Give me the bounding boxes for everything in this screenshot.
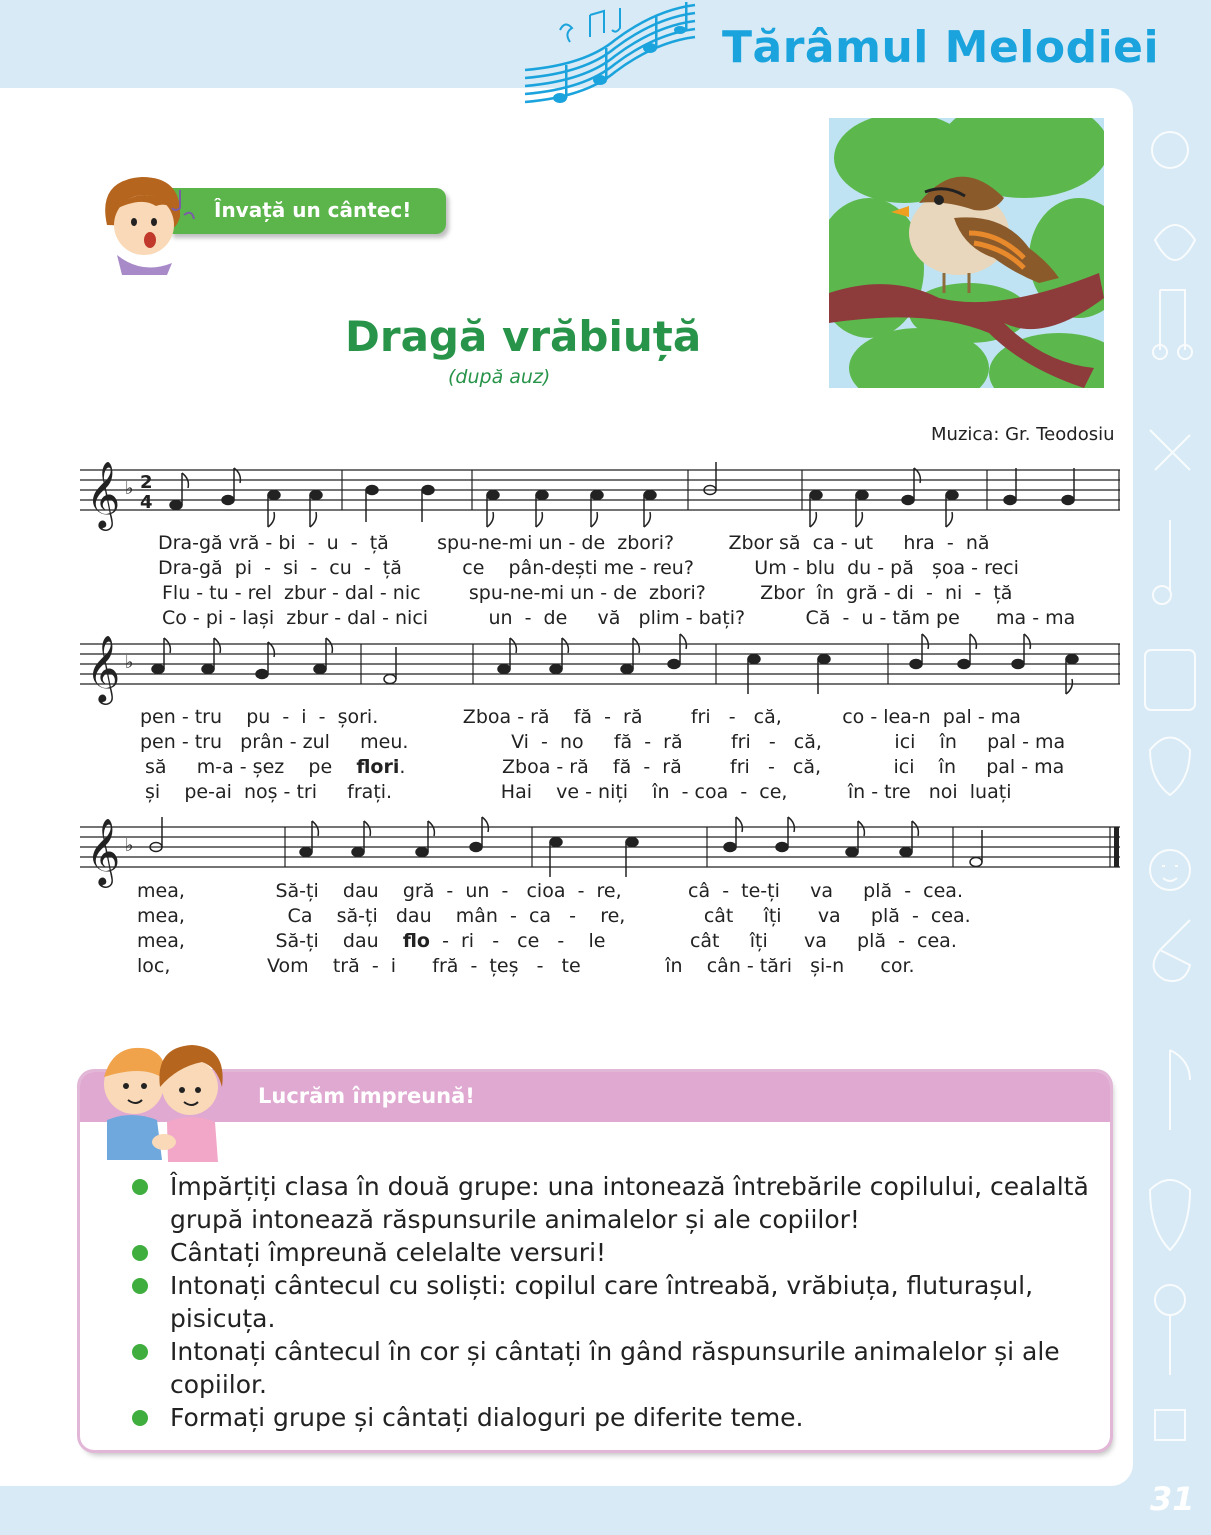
lyric-text: - ri - ce - le cât îți va plă - cea. bbox=[429, 930, 957, 952]
music-staff-2 bbox=[80, 632, 1122, 712]
lyric-line: pen - tru pu - i - șori. Zboa - ră fă - ră fri - că, co - lea-n pal - ma bbox=[140, 706, 1021, 728]
list-item-text: Intonați cântecul cu soliști: copilul care întreabă, vrăbiuța, fluturașul, pisicuța. bbox=[170, 1271, 1034, 1333]
list-item bbox=[132, 1401, 1092, 1434]
instrument-doodles-strip bbox=[1130, 90, 1211, 1490]
list-item-text: Cântați împreună celelalte versuri! bbox=[170, 1238, 607, 1267]
song-title: Dragă vrăbiuță bbox=[345, 312, 702, 361]
bird-illustration bbox=[829, 118, 1104, 388]
section-title: Tărâmul Melodiei bbox=[722, 22, 1160, 73]
work-together-header bbox=[80, 1072, 1110, 1122]
lyric-line: loc, Vom tră - i fră - țeș - te în cân - tări și-n cor. bbox=[137, 955, 915, 977]
lyric-line: pen - tru prân - zul meu. Vi - no fă - ră fri - că, ici în pal - ma bbox=[140, 731, 1066, 753]
lyric-line: Dra-gă pi - si - cu - ță ce pân-dești me - reu? Um - blu du - pă șoa - reci bbox=[158, 557, 1019, 579]
girl-singing-icon bbox=[92, 170, 202, 275]
learn-song-label: Învață un cântec! bbox=[214, 198, 412, 222]
page-number: 31 bbox=[1150, 1480, 1195, 1518]
svg-text:♭: ♭ bbox=[125, 478, 134, 499]
list-item bbox=[132, 1335, 1092, 1401]
list-item bbox=[132, 1170, 1092, 1236]
lyric-line: Flu - tu - rel zbur - dal - nic spu-ne-mi un - de zbori? Zbor în gră - di - ni - ță bbox=[162, 582, 1013, 604]
composer-credit: Muzica: Gr. Teodosiu bbox=[931, 424, 1115, 445]
work-instructions-list bbox=[132, 1170, 1092, 1434]
svg-text:𝄞: 𝄞 bbox=[86, 817, 121, 885]
list-item-text: Intonați cântecul în cor și cântați în gând răspunsurile animalelor și ale copiilor. bbox=[170, 1337, 1060, 1399]
bullet-dot-icon bbox=[132, 1344, 148, 1360]
learn-song-badge bbox=[170, 188, 446, 234]
bullet-dot-icon bbox=[132, 1245, 148, 1261]
lyric-text: mea, Să-ți dau bbox=[137, 930, 379, 952]
list-item bbox=[132, 1269, 1092, 1335]
lyric-line: și pe-ai noș - tri frați. Hai ve - niți în - coa - ce, în - tre noi luați bbox=[145, 781, 1012, 803]
svg-text:𝄞: 𝄞 bbox=[86, 460, 121, 528]
song-subtitle: (după auz) bbox=[448, 366, 551, 388]
bullet-dot-icon bbox=[132, 1179, 148, 1195]
svg-text:♭: ♭ bbox=[125, 652, 134, 673]
lyric-text: . Zboa - ră fă - ră fri - că, ici în pal - ma bbox=[399, 756, 1065, 778]
lyric-bold-word: flori bbox=[356, 756, 400, 778]
lyric-line: Co - pi - lași zbur - dal - nici un - de vă plim - bați? Că - u - tăm pe ma - ma bbox=[162, 607, 1076, 629]
lyric-line: Dra-gă vră - bi - u - ță spu-ne-mi un - de zbori? Zbor să ca - ut hra - nă bbox=[158, 532, 990, 554]
music-staff-1 bbox=[80, 458, 1122, 538]
lyric-text: să m-a - șez pe bbox=[145, 756, 333, 778]
bullet-dot-icon bbox=[132, 1278, 148, 1294]
music-notes-icon bbox=[520, 0, 700, 115]
list-item bbox=[132, 1236, 1092, 1269]
svg-text:2: 2 bbox=[140, 472, 153, 493]
lyric-line: mea, Să-ți dau gră - un - cioa - re, câ - te-ți va plă - cea. bbox=[137, 880, 963, 902]
svg-text:4: 4 bbox=[140, 492, 153, 513]
work-together-title: Lucrăm împreună! bbox=[258, 1084, 475, 1108]
list-item-text: Împărțiți clasa în două grupe: una intonează întrebările copilului, cealaltă grupă intonează răspunsurile animalelor și ale copiilor! bbox=[170, 1172, 1089, 1234]
bullet-dot-icon bbox=[132, 1410, 148, 1426]
lyric-line bbox=[137, 930, 957, 952]
children-handshake-icon bbox=[92, 1042, 232, 1162]
lyric-line: mea, Ca să-ți dau mân - ca - re, cât îți va plă - cea. bbox=[137, 905, 971, 927]
svg-text:𝄞: 𝄞 bbox=[86, 634, 121, 702]
lyric-line bbox=[145, 756, 1064, 778]
svg-text:♭: ♭ bbox=[125, 835, 134, 856]
list-item-text: Formați grupe și cântați dialoguri pe diferite teme. bbox=[170, 1403, 804, 1432]
lyric-bold-word: flo bbox=[402, 930, 430, 952]
